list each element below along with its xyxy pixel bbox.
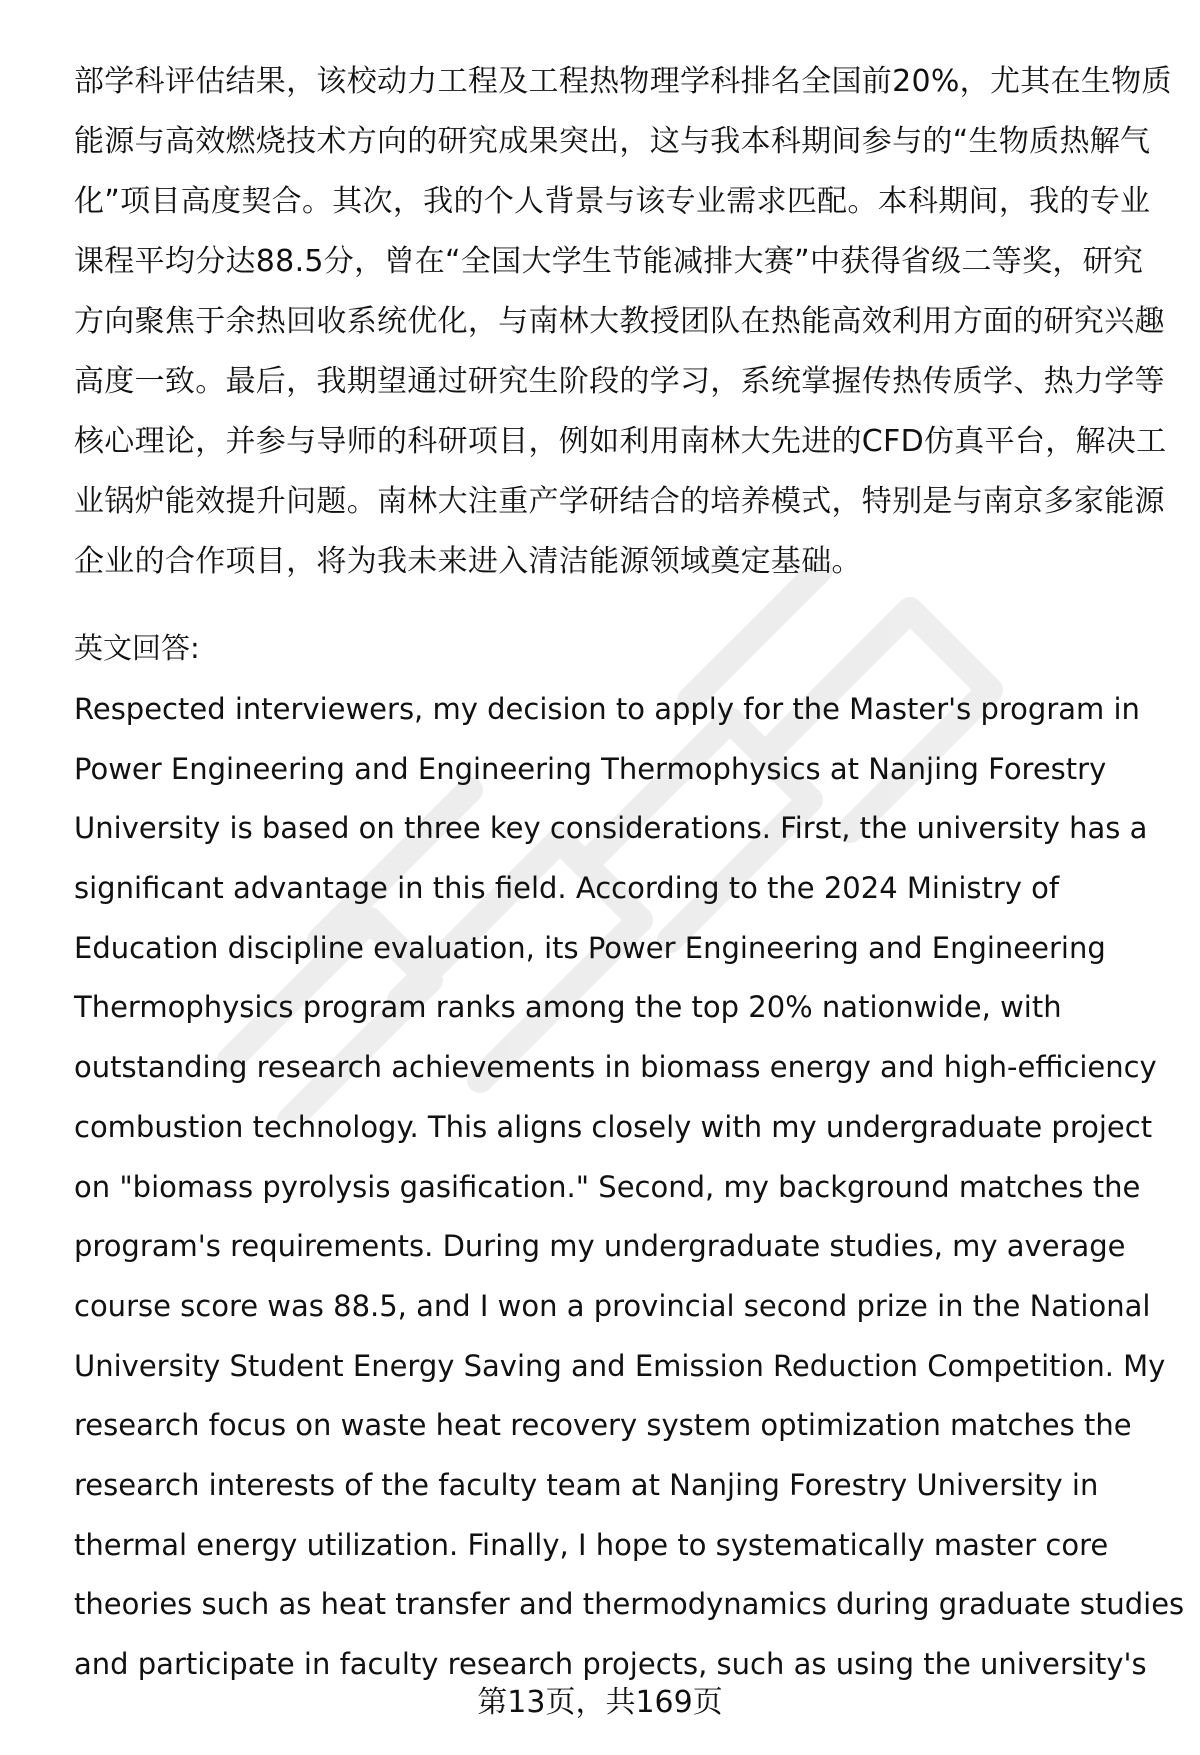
english-answer-paragraph: [74, 680, 1185, 1695]
chinese-line: 能源与高效燃烧技术方向的研究成果突出，这与我本科期间参与的“生物质热解气: [74, 124, 1151, 159]
english-line: University is based on three key considerations. First, the university has a: [74, 811, 1148, 846]
chinese-answer-paragraph: [74, 52, 1172, 592]
chinese-line: 部学科评估结果，该校动力工程及工程热物理学科排名全国前20%，尤其在生物质: [74, 64, 1172, 99]
english-line: Respected interviewers, my decision to apply for the Master's program in: [74, 692, 1140, 726]
english-answer-label: 英文回答:: [74, 631, 200, 665]
english-line: Power Engineering and Engineering Thermophysics at Nanjing Forestry: [74, 751, 1107, 786]
english-line: and participate in faculty research projects, such as using the university's: [74, 1647, 1147, 1681]
english-line: theories such as heat transfer and thermodynamics during graduate studies: [74, 1587, 1185, 1622]
english-line: combustion technology. This aligns closely with my undergraduate project: [74, 1109, 1153, 1144]
english-line: program's requirements. During my undergraduate studies, my average: [74, 1229, 1126, 1264]
english-line: Education discipline evaluation, its Power Engineering and Engineering: [74, 930, 1106, 965]
english-line: thermal energy utilization. Finally, I hope to systematically master core: [74, 1527, 1109, 1562]
english-line: course score was 88.5, and I won a provincial second prize in the National: [74, 1288, 1151, 1323]
english-line: research interests of the faculty team at Nanjing Forestry University in: [74, 1467, 1099, 1502]
chinese-line: 核心理论，并参与导师的科研项目，例如利用南林大先进的CFD仿真平台，解决工: [74, 424, 1167, 459]
chinese-line: 企业的合作项目，将为我未来进入清洁能源领域奠定基础。: [74, 544, 862, 579]
english-line: University Student Energy Saving and Emission Reduction Competition. My: [74, 1348, 1166, 1383]
chinese-line: 业锅炉能效提升问题。南林大注重产学研结合的培养模式，特别是与南京多家能源: [74, 484, 1165, 519]
english-line: outstanding research achievements in biomass energy and high-efficiency: [74, 1050, 1157, 1085]
chinese-line: 课程平均分达88.5分，曾在“全国大学生节能减排大赛”中获得省级二等奖，研究: [74, 244, 1144, 279]
chinese-line: 化”项目高度契合。其次，我的个人背景与该专业需求匹配。本科期间，我的专业: [74, 184, 1151, 219]
chinese-line: 方向聚焦于余热回收系统优化，与南林大教授团队在热能高效利用方面的研究兴趣: [74, 304, 1165, 339]
english-line: Thermophysics program ranks among the top 20% nationwide, with: [74, 990, 1062, 1025]
page-number-footer: 第13页，共169页: [477, 1685, 723, 1720]
chinese-line: 高度一致。最后，我期望通过研究生阶段的学习，系统掌握传热传质学、热力学等: [74, 364, 1165, 399]
english-line: on "biomass pyrolysis gasification." Second, my background matches the: [74, 1169, 1141, 1204]
english-line: significant advantage in this field. According to the 2024 Ministry of: [74, 871, 1060, 906]
english-line: research focus on waste heat recovery system optimization matches the: [74, 1408, 1132, 1443]
